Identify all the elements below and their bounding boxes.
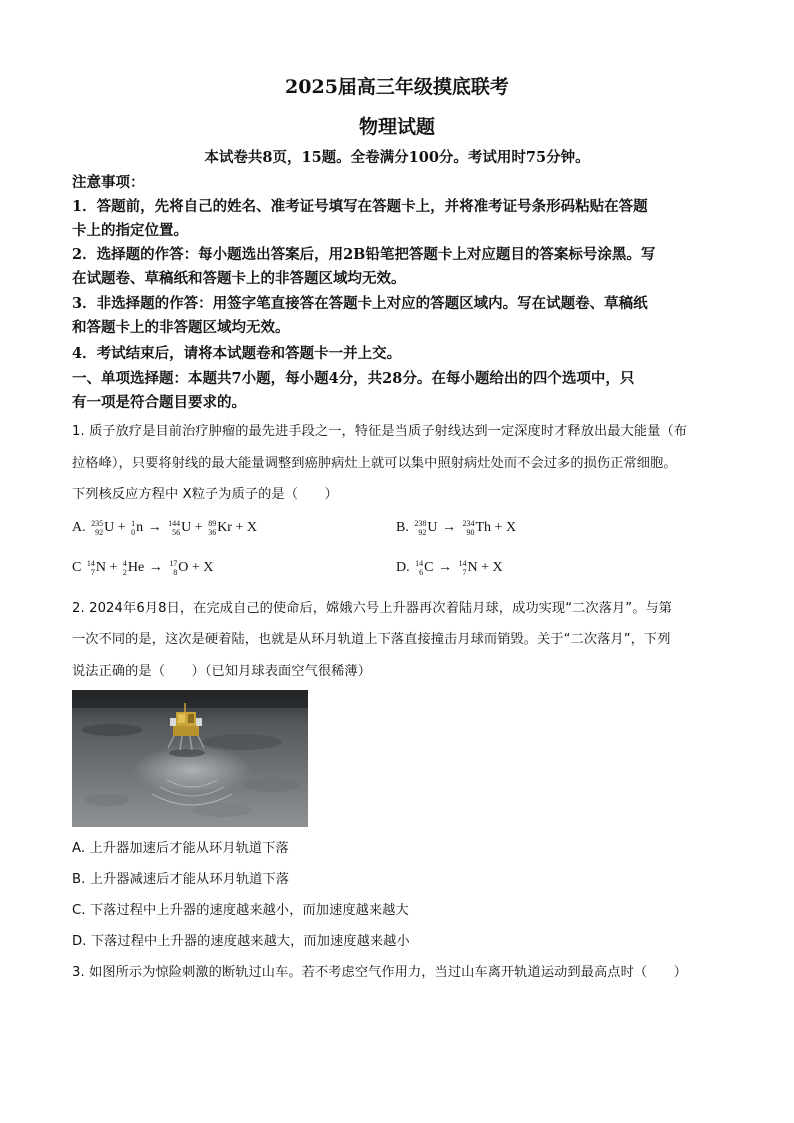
option-label: C: [72, 560, 82, 575]
notice-line: 3．非选择题的作答：用签字笔直接答在答题卡上对应的答题区域内。写在试题卷、草稿纸: [72, 295, 648, 312]
arrow-icon: →: [441, 520, 456, 535]
arrow-icon: →: [437, 560, 452, 575]
lunar-lander-image: [72, 690, 308, 827]
question-1-text: 下列核反应方程中 X粒子为质子的是（ ）: [72, 487, 338, 502]
q1-option-a[interactable]: A. 235 92 U + 1 0 n → 144 56 U + 89 36 Kr + X: [72, 518, 257, 537]
section-heading: 一、单项选择题：本题共7小题，每小题4分，共28分。在每小题给出的四个选项中，只: [72, 370, 635, 387]
notice-line: 2．选择题的作答：每小题选出答案后，用2B铅笔把答题卡上对应题目的答案标号涂黑。写: [72, 246, 656, 263]
question-2-text: 2. 2024年6月8日，在完成自己的使命后，嫦娥六号上升器再次着陆月球，成功实现“二次落月”。与第: [72, 601, 673, 616]
q1-option-b[interactable]: B. 238 92 U → 234 90 Th + X: [396, 518, 517, 537]
exam-title: 2025届高三年级摸底联考: [285, 76, 509, 98]
q2-option-d[interactable]: D. 下落过程中上升器的速度越来越大，而加速度越来越小: [72, 934, 410, 949]
exam-info: 本试卷共8页，15题。全卷满分100分。考试用时75分钟。: [204, 149, 590, 166]
section-heading: 有一项是符合题目要求的。: [72, 394, 246, 411]
q2-option-c[interactable]: C. 下落过程中上升器的速度越来越小，而加速度越来越大: [72, 903, 409, 918]
notice-heading: 注意事项：: [72, 174, 145, 191]
q1-option-d[interactable]: D. 14 6 C → 14 7 N + X: [396, 558, 503, 577]
question-3-text: 3. 如图所示为惊险刺激的断轨过山车。若不考虑空气作用力，当过山车离开轨道运动到最高点时（ ）: [72, 965, 688, 980]
q2-option-b[interactable]: B. 上升器减速后才能从环月轨道下落: [72, 872, 290, 887]
question-1-text: 拉格峰），只要将射线的最大能量调整到癌肿病灶上就可以集中照射病灶处而不会过多的损伤正常细胞。: [72, 456, 677, 471]
notice-line: 卡上的指定位置。: [72, 222, 188, 239]
notice-line: 1．答题前，先将自己的姓名、准考证号填写在答题卡上，并将准考证号条形码粘贴在答题: [72, 198, 648, 215]
notice-line: 4．考试结束后，请将本试题卷和答题卡一并上交。: [72, 345, 402, 362]
q1-option-c[interactable]: C 14 7 N + 4 2 He → 17 8 O + X: [72, 558, 214, 577]
notice-line: 在试题卷、草稿纸和答题卡上的非答题区域均无效。: [72, 270, 406, 287]
subject-title: 物理试题: [358, 116, 435, 138]
question-2-text: 一次不同的是，这次是硬着陆，也就是从环月轨道上下落直接撞击月球而销毁。关于“二次落月”，下列: [72, 632, 671, 647]
q2-option-a[interactable]: A. 上升器加速后才能从环月轨道下落: [72, 841, 289, 856]
option-label: B.: [396, 520, 409, 535]
question-1-text: 1. 质子放疗是目前治疗肿瘤的最先进手段之一，特征是当质子射线达到一定深度时才释放出最大能量（布: [72, 424, 688, 439]
arrow-icon: →: [147, 520, 162, 535]
option-label: D.: [396, 560, 410, 575]
notice-line: 和答题卡上的非答题区域均无效。: [72, 319, 290, 336]
arrow-icon: →: [148, 560, 163, 575]
question-2-text: 说法正确的是（ ）（已知月球表面空气很稀薄）: [72, 664, 372, 679]
option-label: A.: [72, 520, 86, 535]
